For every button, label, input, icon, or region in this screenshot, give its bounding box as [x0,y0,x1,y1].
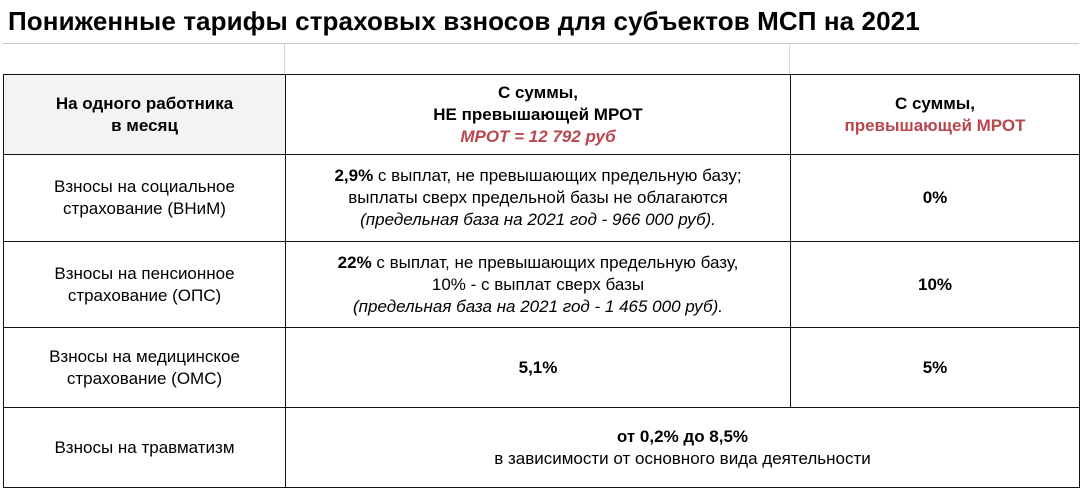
page-title: Пониженные тарифы страховых взносов для субъектов МСП на 2021 [8,6,920,36]
row-label-injury[interactable]: Взносы на травматизм [4,408,286,488]
header-cell-per-employee[interactable]: На одного работника в месяц [4,75,286,155]
cell-medical-above-mrot[interactable]: 5% [791,328,1080,408]
table-row [4,328,1080,408]
cell-pension-above-mrot[interactable]: 10% [791,242,1080,328]
table-row [4,408,1080,488]
grid-line [284,44,285,75]
header-cell-above-mrot[interactable]: С суммы, превышающей МРОТ [791,75,1080,155]
empty-spacer-row [3,43,1079,74]
rate-value: 2,9% [334,166,374,185]
grid-line [789,44,790,75]
table-row [4,242,1080,328]
cell-social-above-mrot[interactable]: 0% [791,155,1080,242]
cell-medical-below-mrot[interactable]: 5,1% [286,328,791,408]
tariff-table [3,74,1080,488]
rate-value: от 0,2% до 8,5% [616,426,749,446]
table-row [4,155,1080,242]
header-cell-below-mrot[interactable]: С суммы, НЕ превышающей МРОТ МРОТ = 12 792 руб [286,75,791,155]
row-label-pension[interactable]: Взносы на пенсионное страхование (ОПС) [4,242,286,328]
cell-social-below-mrot[interactable]: 2,9% с выплат, не превышающих предельную базу; выплаты сверх предельной базы не облагаются (предельная база на 2021 год - 966 000 руб). [286,155,791,242]
cell-pension-below-mrot[interactable]: 22% с выплат, не превышающих предельную базу, 10% - с выплат сверх базы (предельная база на 2021 год - 1 465 000 руб). [286,242,791,328]
row-label-social[interactable]: Взносы на социальное страхование (ВНиМ) [4,155,286,242]
rate-value: 22% [337,252,372,272]
cell-injury-merged[interactable]: от 0,2% до 8,5% в зависимости от основного вида деятельности [286,408,1080,488]
table-header-row [4,75,1080,155]
mrot-value: МРОТ = 12 792 руб [460,126,616,146]
row-label-medical[interactable]: Взносы на медицинское страхование (ОМС) [4,328,286,408]
